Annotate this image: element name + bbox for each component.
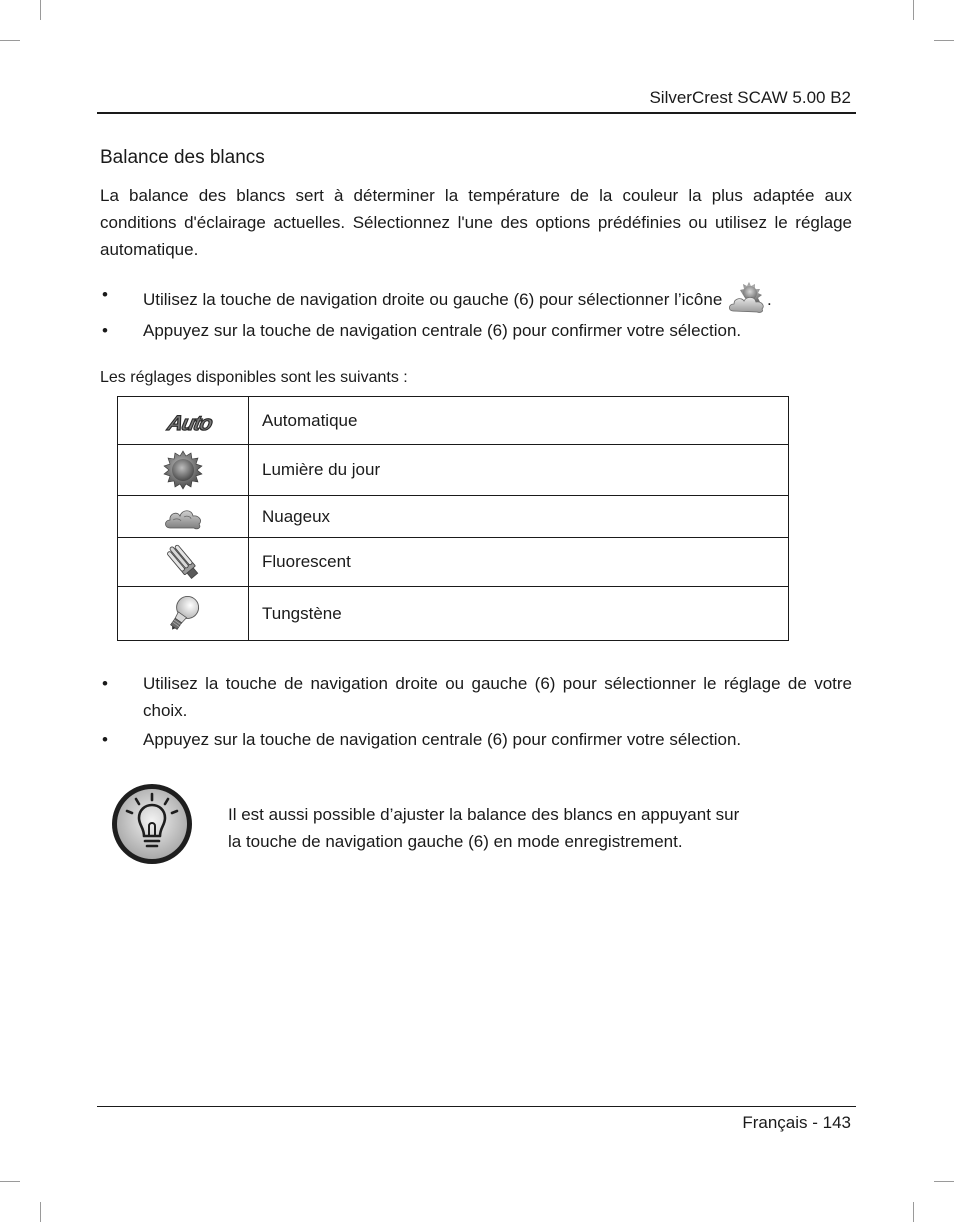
cloud-icon — [163, 503, 203, 531]
tip-note-line: la touche de navigation gauche (6) en mode enregistrement. — [228, 832, 683, 851]
table-cell-label: Tungstène — [249, 587, 789, 641]
crop-mark — [40, 0, 41, 20]
section-intro: La balance des blancs sert à déterminer la température de la couleur la plus adaptée aux conditions d'éclairage actuelles. Sélectionnez l'une des options prédéfinies ou utilisez le réglage automatique. — [100, 186, 852, 259]
lightbulb-tip-icon — [110, 782, 194, 866]
settings-table — [117, 396, 789, 641]
tip-note-line: Il est aussi possible d’ajuster la balance des blancs en appuyant sur — [228, 805, 740, 824]
list-item-text: Appuyez sur la touche de navigation centrale (6) pour confirmer votre sélection. — [143, 730, 742, 749]
table-row — [118, 397, 789, 445]
table-cell-label: Nuageux — [249, 496, 789, 538]
footer-rule — [97, 1106, 856, 1107]
page-number: Français - 143 — [742, 1113, 851, 1132]
table-cell-icon — [118, 397, 249, 445]
steps-list-2 — [100, 670, 852, 755]
settings-intro: Les réglages disponibles sont les suivants : — [100, 369, 408, 386]
crop-mark — [913, 0, 914, 20]
page-header: SilverCrest SCAW 5.00 B2 — [649, 88, 851, 107]
crop-mark — [934, 40, 954, 41]
tip-note — [228, 801, 808, 855]
table-row — [118, 587, 789, 641]
list-item-text: Utilisez la touche de navigation droite ou gauche (6) pour sélectionner l’icône — [143, 290, 723, 309]
list-item — [100, 317, 852, 344]
table-cell-label: Fluorescent — [249, 538, 789, 587]
crop-mark — [0, 40, 20, 41]
sun-icon — [163, 450, 203, 490]
table-row — [118, 538, 789, 587]
bullet: • — [102, 730, 108, 749]
list-item-text: Utilisez la touche de navigation droite ou gauche (6) pour sélectionner le réglage de votre choix. — [143, 674, 852, 720]
list-item-suffix: . — [767, 290, 772, 309]
bullet: • — [102, 674, 108, 693]
list-item — [100, 726, 852, 753]
list-item — [100, 670, 852, 724]
auto-icon — [162, 404, 215, 438]
crop-mark — [0, 1181, 20, 1182]
steps-list-1 — [100, 281, 852, 346]
bullet: • — [102, 285, 108, 304]
list-item-text: Appuyez sur la touche de navigation centrale (6) pour confirmer votre sélection. — [143, 321, 742, 340]
table-row — [118, 496, 789, 538]
crop-mark — [934, 1181, 954, 1182]
table-row — [118, 445, 789, 496]
header-rule — [97, 112, 856, 114]
table-cell-icon — [118, 445, 249, 496]
table-cell-icon — [118, 496, 249, 538]
table-cell-icon — [118, 538, 249, 587]
fluorescent-bulb-icon — [162, 542, 204, 582]
table-cell-icon — [118, 587, 249, 641]
section-title: Balance des blancs — [100, 147, 265, 168]
bullet: • — [102, 321, 108, 340]
table-cell-label: Lumière du jour — [249, 445, 789, 496]
tungsten-bulb-icon — [163, 592, 203, 636]
cloud-sun-icon — [727, 281, 767, 315]
list-item — [100, 281, 852, 315]
crop-mark — [40, 1202, 41, 1222]
crop-mark — [913, 1202, 914, 1222]
table-cell-label: Automatique — [249, 397, 789, 445]
auto-icon-text: Auto — [165, 411, 215, 435]
